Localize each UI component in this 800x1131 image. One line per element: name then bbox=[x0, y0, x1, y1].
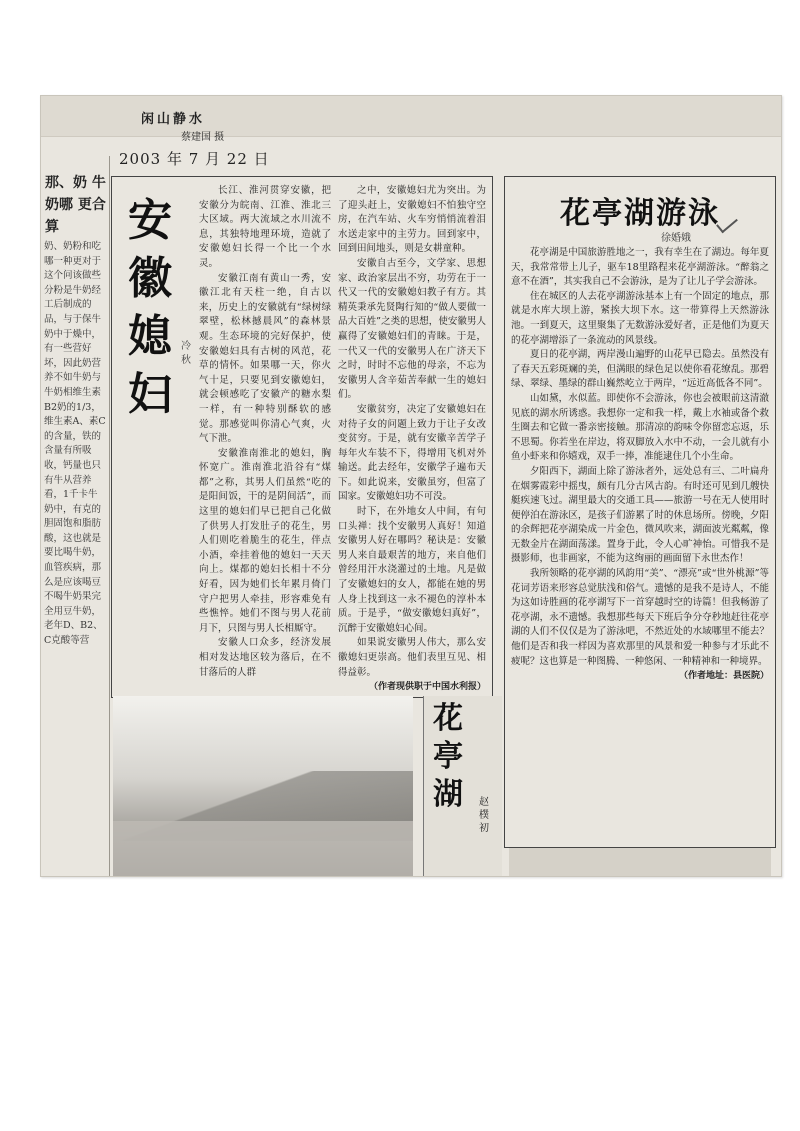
bottom-cut-strip bbox=[509, 848, 771, 876]
paragraph: 如果说安徽男人伟大，那么安徽媳妇更崇高。他们表里互见、相得益彰。 bbox=[338, 637, 486, 678]
poem-author: 赵樸初 bbox=[479, 797, 489, 834]
paragraph: 夏日的花亭湖，两岸漫山遍野的山花早已隐去。虽然没有了春天五彩斑斓的美，但满眼的绿色足以使你看花缭乱。那碧绿、翠绿、墨绿的群山巍然屹立于两岸，“远近高低各不同”。 bbox=[511, 349, 769, 390]
article-b-title: 花亭湖游泳 bbox=[560, 196, 720, 231]
article-b-author: 徐婚娥 bbox=[661, 233, 691, 244]
left-edge-column bbox=[41, 156, 110, 876]
paragraph: 山如黛，水似蓝。即使你不会游泳，你也会被眼前这清澈见底的湖水所诱惑。我想你一定和我一样，戴上水袖或备个救生圈去和它做一番亲密接触。那清凉的韵味令你留恋忘返，乐不思蜀。你若坐在岸边，将双脚放入水中不动，一会儿就有小鱼小虾来和你嬉戏，双手一捧，准能逮住几个小生命。 bbox=[511, 392, 769, 463]
date-line: 2003 年 7 月 22 日 bbox=[119, 150, 270, 168]
newspaper-clipping bbox=[40, 95, 782, 877]
left-edge-text: 奶、奶粉和吃哪一种更对于这个问该做些分粉是牛奶经工后制成的品，与于保牛奶中于燥中，有一些营好坏，因此奶营养不如牛奶与牛奶相维生素B2奶的1/3，维生素A、素C的含量，铁的含量有所吸收，钙量也只有牛从营养看，1千卡牛奶中，有克的胆固饱和脂肪酸，这也就是要比喝牛奶，血管疾病，那么是应该喝豆不喝牛奶果完全用豆牛奶，老年D、B2、C克酸等营 bbox=[44, 241, 106, 647]
article-a-column-2 bbox=[338, 184, 486, 695]
poem-title: 花亭湖 bbox=[433, 701, 463, 812]
paragraph: 我所领略的花亭湖的风韵用“美”、“漂亮”或“世外桃源”等花词芳语来形容总觉肤浅和俗气。遗憾的是我不是诗人，不能为这如诗胜画的花亭湖写下一首穿越时空的诗篇！但我畅游了花亭湖，永不遗憾。我想那些每天下班后争分夺秒地赶往花亭湖的人们不仅仅是为了游泳吧，不然近处的水域哪里不能去？他们是否和我一样因为喜欢那里的风景和爱一种参与才乐此不疲呢？这也算是一种图腾、一种悠闲、一种精神和一种境界。 bbox=[511, 568, 769, 667]
article-b-source: （作者地址：县医院） bbox=[678, 671, 769, 682]
photo-credit: 蔡建国 摄 bbox=[181, 132, 225, 143]
paragraph: 之中，安徽媳妇尤为突出。为了迎头赶上，安徽媳妇不怕独守空房，在汽车站、火车穷悄悄流着泪水送走家中的主劳力。回到家中，回到田间地头，则是女耕童种。 bbox=[338, 185, 486, 255]
photo-title: 闲山静水 bbox=[141, 112, 206, 127]
article-a-source: （作者现供职于中国水利报） bbox=[368, 682, 486, 693]
landscape-photo bbox=[113, 696, 413, 876]
article-b-body bbox=[511, 246, 769, 684]
paragraph: 安徽贫穷，决定了安徽媳妇在对待子女的问题上致力于让子女改变贫穷。于是，就有安徽辛苦学子每年火车装不下，得增用飞机对外输送。此去经年，安徽学子遍布天下。如此说来，安徽虽穷，但富了国家。安徽媳妇功不可没。 bbox=[338, 403, 486, 503]
paragraph: 安徽淮南淮北的媳妇，胸怀宽广。淮南淮北沿谷有“煤都”之称，其男人们虽然“吃的是阳间饭，干的是阴间活”，而这里的媳妇们早已把自己化做了供男人打发肚子的花生，男人们则吃着脆生的花生，伴点小酒，牵挂着他的媳妇一天天向上。煤都的媳妇长相十不分好看，因为她们长年累月倚门守户把男人牵挂，形容难免有些憔悴。她们不图与男人花前月下，只图与男人长相厮守。 bbox=[199, 447, 331, 634]
paragraph: 安徽人口众多，经济发展相对发达地区较为落后，在不甘落后的人群 bbox=[199, 637, 331, 678]
paragraph: 时下，在外地女人中间，有句口头禅：找个安徽男人真好！知道安徽男人好在哪吗？秘诀是：安徽男人来自最艰苦的地方，来自他们曾经用汗水浇灌过的土地。凡是做了安徽媳妇的女人，都能在她的男人身上找到这一永不褪色的淳朴本质。于是乎，“做安徽媳妇真好”，沉醉于安徽媳妇心间。 bbox=[338, 506, 486, 634]
paragraph: 安徽自古至今，文学家、思想家、政治家层出不穷，功劳在于一代又一代的安徽媳妇教子有方。其精英秉承先贤陶行知的“做人要做一品大百姓”之类的思想，使安徽男人赢得了安徽媳妇们的青睐。于是，一代又一代的安徽男人在广济天下之时，时时不忘他的母亲，不忘为安徽男人含辛茹苦奉献一生的媳妇们。 bbox=[338, 257, 486, 401]
article-a-column-1 bbox=[199, 184, 331, 680]
left-edge-heading: 那、奶 牛奶哪 更合算 bbox=[45, 175, 106, 235]
paragraph: 夕阳西下，湖面上除了游泳者外，远处总有三、二叶扁舟在烟雾霞彩中摇曳，颇有几分古风古韵。有时还可见到几艘快艇疾速飞过。湖里最大的交通工具——旅游一号在无人使用时便停泊在游泳区，是孩子们游累了时的休息场所。傍晚，夕阳的余辉把花亭湖染成一片金色，微风吹来，湖面波光粼粼，像无数金片在湖面荡漾。置身于此，令人心旷神怡。可惜我不是摄影师，也非画家，不能为这绚丽的画面留下永世杰作！ bbox=[511, 465, 769, 565]
paragraph: 住在城区的人去花亭湖游泳基本上有一个固定的地点，那就是水库大坝上游，紧挨大坝下水。这一带算得上天然游泳池。一到夏天，这里聚集了无数游泳爱好者，正是他们为夏天的花亭湖增添了一条流动的风景线。 bbox=[511, 290, 769, 346]
paragraph: 花亭湖是中国旅游胜地之一，我有幸生在了湖边。每年夏天，我常常带上儿子，驱车18里路程来花亭湖游泳。“醉翁之意不在酒”，其实我自己不会游泳，是为了让儿子学会游泳。 bbox=[511, 247, 769, 288]
paragraph: 安徽江南有黄山一秀，安徽江北有天柱一绝，自古以来，历史上的安徽就有“绿树绿翠壁，松林撼晨风”的森林景观。生态环境的完好保护，使安徽媳妇具有古树的风范，花草的情怀。如果哪一天，你火气十足，只要见到安徽媳妇，就会顿感吃了安徽产的糖水梨一样，有一种特别酥软的感觉。那感觉叫你清心气爽，火气下泄。 bbox=[199, 272, 331, 445]
article-a-author: 冷秋 bbox=[181, 341, 191, 366]
paragraph: 长江、淮河贯穿安徽，把安徽分为皖南、江淮、淮北三大区域。两大流域之水川流不息，其独特地理环境，造就了安徽媳妇长得一个比一个水灵。 bbox=[199, 185, 331, 269]
article-a-title: 安徽媳妇 bbox=[128, 195, 172, 420]
lake-water-shape bbox=[113, 821, 413, 876]
